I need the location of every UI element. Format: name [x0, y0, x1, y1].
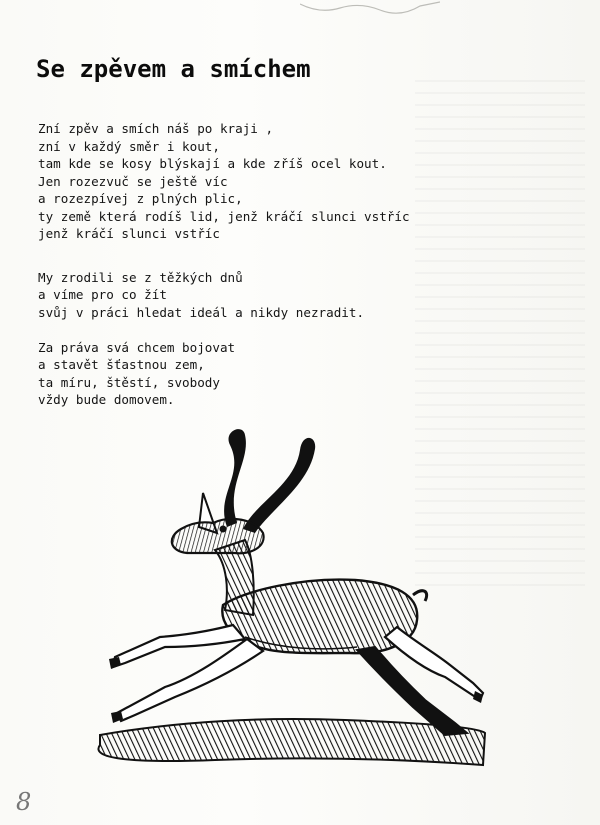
poem: [38, 120, 410, 426]
antelope-hoof: [109, 657, 121, 669]
antelope-tail: [413, 591, 427, 601]
poem-line: zní v každý směr i kout,: [38, 138, 220, 154]
poem-line: a rozezpívej z plných plic,: [38, 191, 243, 206]
antelope-eye: [220, 526, 227, 533]
poem-line: My zrodili se z těžkých dnů: [38, 269, 243, 285]
poem-line: a stavět šťastnou zem,: [38, 357, 205, 372]
page-title: Se zpěvem a smíchem: [36, 55, 311, 83]
poem-line: Zní zpěv a smích náš po kraji ,: [38, 121, 274, 136]
stanza-1: [38, 120, 410, 243]
poem-line: a víme pro co žít: [38, 287, 167, 302]
poem-line: svůj v práci hledat ideál a nikdy nezradit.: [38, 304, 365, 320]
antelope-horn-left: [224, 429, 246, 527]
antelope-horn-right: [243, 438, 315, 533]
poem-line: jenž kráčí slunci vstříc: [38, 226, 220, 241]
poem-line: Za práva svá chcem bojovat: [38, 339, 236, 355]
page-number: 8: [16, 788, 32, 816]
torn-edge: [300, 0, 440, 18]
antelope-illustration: [95, 415, 495, 785]
poem-line: tam kde se kosy blýskají a kde zříš ocel kout.: [38, 156, 387, 171]
poem-line: Jen rozezvuč se ještě víc: [38, 173, 228, 189]
stanza-2: [38, 269, 410, 322]
poem-line: vždy bude domovem.: [38, 392, 175, 407]
ground-strip: [98, 719, 485, 765]
poem-line: ty země která rodíš lid, jenž kráčí slunci vstříc: [38, 208, 410, 224]
stanza-3: [38, 339, 410, 409]
poem-line: ta míru, štěstí, svobody: [38, 374, 220, 390]
